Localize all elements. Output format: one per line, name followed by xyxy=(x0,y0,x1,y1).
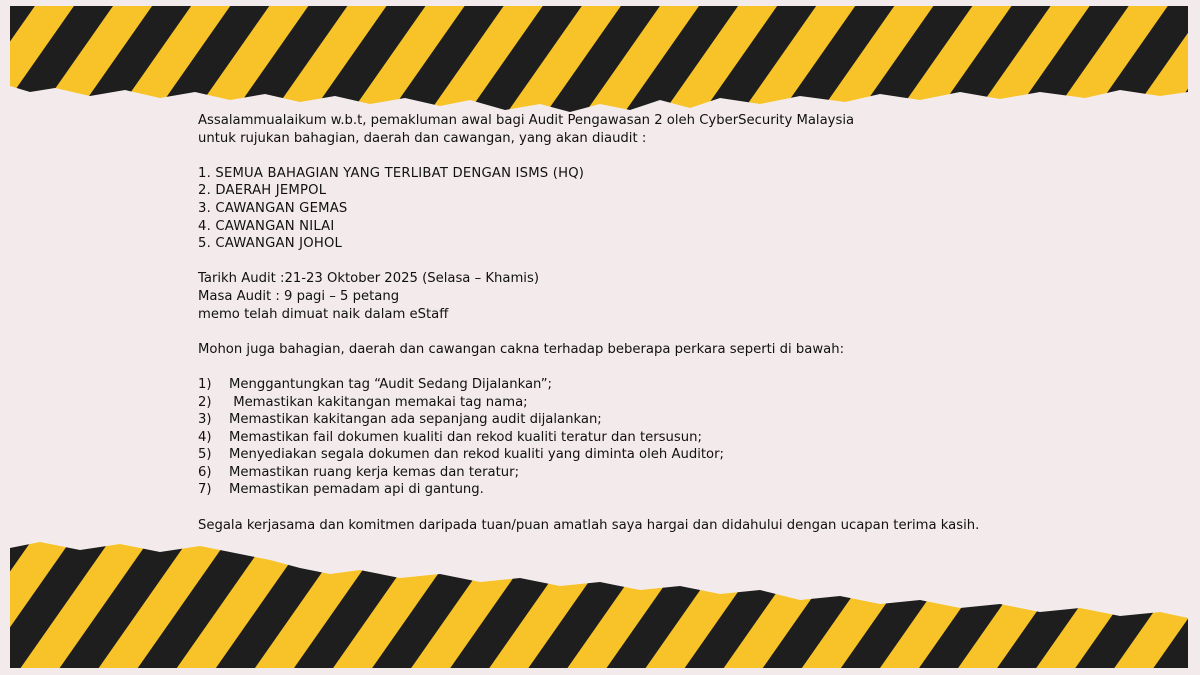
audit-unit-item: 5. CAWANGAN JOHOL xyxy=(198,236,343,252)
audit-unit-item: 1. SEMUA BAHAGIAN YANG TERLIBAT DENGAN ISMS (HQ) xyxy=(198,165,585,181)
audit-time: Masa Audit : 9 pagi – 5 petang xyxy=(198,288,400,304)
checklist-item xyxy=(198,411,1178,429)
checklist-number: 4) xyxy=(198,429,212,445)
checklist-text: Memastikan kakitangan ada sepanjang audit dijalankan; xyxy=(229,412,602,428)
checklist-text: Memastikan ruang kerja kemas dan teratur; xyxy=(229,464,520,480)
checklist-number: 7) xyxy=(198,482,212,498)
checklist-text: Menyediakan segala dokumen dan rekod kualiti yang diminta oleh Auditor; xyxy=(229,447,724,463)
checklist-number: 2) xyxy=(198,394,212,410)
checklist-number: 1) xyxy=(198,376,212,392)
caution-tape-top xyxy=(0,0,1200,130)
audit-date: Tarikh Audit :21-23 Oktober 2025 (Selasa – Khamis) xyxy=(198,271,539,287)
spacer xyxy=(198,358,1178,376)
memo-note: memo telah dimuat naik dalam eStaff xyxy=(198,306,449,322)
checklist-number: 6) xyxy=(198,464,212,480)
checklist-number: 5) xyxy=(198,447,212,463)
request-line: Mohon juga bahagian, daerah dan cawangan cakna terhadap beberapa perkara seperti di bawah: xyxy=(198,341,845,357)
checklist-number: 3) xyxy=(198,412,212,428)
audit-unit-item: 4. CAWANGAN NILAI xyxy=(198,218,335,234)
checklist-item xyxy=(198,464,1178,482)
checklist xyxy=(198,376,1178,499)
spacer xyxy=(198,253,1178,271)
checklist-item xyxy=(198,481,1178,499)
checklist-item xyxy=(198,394,1178,412)
checklist-text: Memastikan pemadam api di gantung. xyxy=(229,482,484,498)
checklist-item xyxy=(198,446,1178,464)
checklist-text: Menggantungkan tag “Audit Sedang Dijalankan”; xyxy=(229,376,552,392)
checklist-text: Memastikan fail dokumen kualiti dan rekod kualiti teratur dan tersusun; xyxy=(229,429,702,445)
checklist-text: Memastikan kakitangan memakai tag nama; xyxy=(229,394,528,410)
checklist-item xyxy=(198,429,1178,447)
spacer xyxy=(198,499,1178,517)
spacer xyxy=(198,147,1178,165)
caution-tape-bottom xyxy=(0,530,1200,675)
closing-line: Segala kerjasama dan komitmen daripada tuan/puan amatlah saya hargai dan didahului dengan ucapan terima kasih. xyxy=(198,517,980,533)
intro-line-1: Assalammualaikum w.b.t, pemakluman awal bagi Audit Pengawasan 2 oleh CyberSecurity Malaysia xyxy=(198,113,855,128)
checklist-item xyxy=(198,376,1178,394)
spacer xyxy=(198,323,1178,341)
audit-unit-item: 3. CAWANGAN GEMAS xyxy=(198,200,348,216)
audit-units-list xyxy=(198,165,1178,253)
announcement-body xyxy=(198,112,1178,534)
audit-unit-item: 2. DAERAH JEMPOL xyxy=(198,183,327,199)
intro-line-2: untuk rujukan bahagian, daerah dan cawangan, yang akan diaudit : xyxy=(198,130,647,146)
